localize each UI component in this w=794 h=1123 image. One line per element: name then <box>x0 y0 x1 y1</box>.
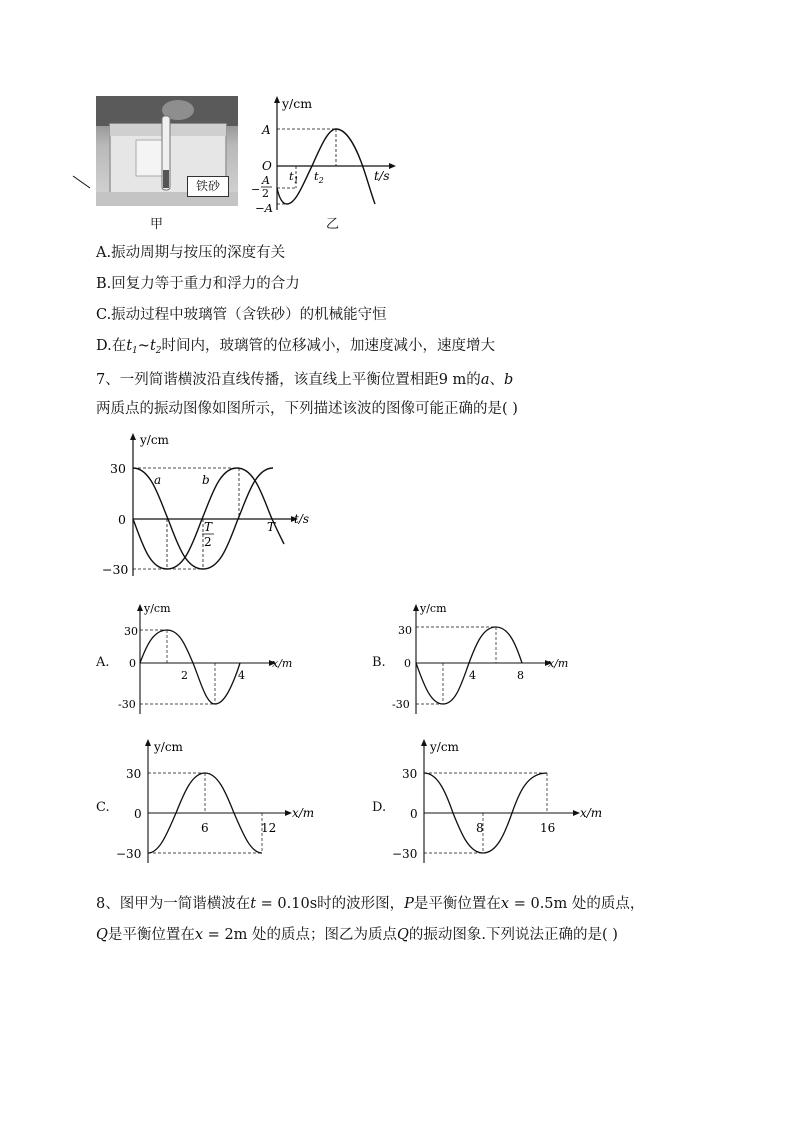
graph-C-x-axis: x/m <box>292 806 315 820</box>
q7-line-1: 7、一列简谐横波沿直线传播，该直线上平衡位置相距9 m的a、b <box>96 372 514 388</box>
tick-A-half-den: 2 <box>262 187 269 200</box>
tick-T-half-den: 2 <box>204 535 212 549</box>
graph-B-tick-neg30: -30 <box>392 698 410 711</box>
graph-B-tick-4: 4 <box>469 669 476 682</box>
figure-yi-graph <box>244 92 404 226</box>
option-A-text: A.振动周期与按压的深度有关 <box>96 245 286 261</box>
tick-t1: $t_1$ <box>289 169 299 185</box>
option-D-text: D.在$t_1\sim t_2$时间内，玻璃管的位移减小，加速度减小，速度增大 <box>96 338 495 356</box>
graph-D-tick-16: 16 <box>540 821 556 835</box>
tick-T-half-num: T <box>204 520 213 534</box>
graph-option-C-label: C. <box>96 800 110 815</box>
graph-D-tick-30: 30 <box>402 767 418 781</box>
iron-sand-label: 铁砂 <box>195 179 220 193</box>
graph-option-B-label: B. <box>372 655 386 670</box>
tick-minus: − <box>251 183 261 196</box>
graph-D-tick-8: 8 <box>476 821 484 835</box>
figure-caption-jia: 甲 <box>150 217 164 232</box>
q7-y-tick-30: 30 <box>110 461 126 476</box>
option-B-text: B.回复力等于重力和浮力的合力 <box>96 276 300 292</box>
tick-A-half-num: A <box>262 174 270 187</box>
graph-D-y-axis: y/cm <box>430 740 459 754</box>
q7-line-2: 两质点的振动图像如图所示，下列描述该波的图像可能正确的是( ) <box>96 401 518 417</box>
curve-a-label: a <box>154 473 162 487</box>
curve-b-label: b <box>202 473 210 487</box>
graph-B-tick-0: 0 <box>404 657 411 670</box>
graph-C-tick-12: 12 <box>261 821 277 835</box>
graph-option-A <box>112 600 302 720</box>
graph-A-tick-neg30: -30 <box>118 698 136 711</box>
q7-y-axis-label: y/cm <box>140 433 169 447</box>
label-pointer <box>60 80 200 200</box>
figure-caption-yi: 乙 <box>326 217 340 232</box>
graph-C-y-axis: y/cm <box>154 740 183 754</box>
tick-t2: $t_2$ <box>314 169 324 185</box>
graph-A-y-axis: y/cm <box>144 602 171 615</box>
graph-D-tick-neg30: −30 <box>392 847 418 861</box>
q7-vibration-graph <box>96 428 316 588</box>
q7-y-tick-neg30: −30 <box>102 562 129 577</box>
graph-option-C <box>112 735 322 870</box>
graph-option-B <box>390 600 590 720</box>
graph-C-tick-30: 30 <box>126 767 142 781</box>
tick-T: T <box>267 520 276 534</box>
graph-A-tick-0: 0 <box>129 657 136 670</box>
q7-y-tick-0: 0 <box>118 512 126 527</box>
graph-B-tick-30: 30 <box>398 624 412 637</box>
graph-B-x-axis: x/m <box>548 657 569 670</box>
graph-A-tick-2: 2 <box>181 669 188 682</box>
option-C-text: C.振动过程中玻璃管（含铁砂）的机械能守恒 <box>96 307 387 323</box>
y-axis-label: y/cm <box>282 96 313 111</box>
graph-C-tick-6: 6 <box>201 821 209 835</box>
graph-option-A-label: A. <box>96 655 110 670</box>
tick-A: A <box>262 123 271 137</box>
graph-C-tick-0: 0 <box>134 807 142 821</box>
graph-A-x-axis: x/m <box>272 657 293 670</box>
graph-B-y-axis: y/cm <box>420 602 447 615</box>
tick-minus-A: −A <box>255 201 273 215</box>
q8-line-2: Q是平衡位置在x = 2m 处的质点；图乙为质点Q的振动图象.下列说法正确的是( ) <box>96 927 618 943</box>
tick-O: O <box>262 159 272 173</box>
graph-option-D-label: D. <box>372 800 387 815</box>
x-axis-label: t/s <box>374 168 390 183</box>
graph-option-D <box>390 735 610 870</box>
graph-C-tick-neg30: −30 <box>116 847 142 861</box>
graph-D-tick-0: 0 <box>410 807 418 821</box>
graph-A-tick-30: 30 <box>124 625 138 638</box>
graph-B-tick-8: 8 <box>517 669 524 682</box>
graph-A-tick-4: 4 <box>238 669 245 682</box>
q7-x-axis-label: t/s <box>294 512 310 526</box>
graph-D-x-axis: x/m <box>580 806 603 820</box>
q8-line-1: 8、图甲为一简谐横波在t = 0.10s时的波形图，P是平衡位置在x = 0.5m 处的质点， <box>96 896 645 912</box>
